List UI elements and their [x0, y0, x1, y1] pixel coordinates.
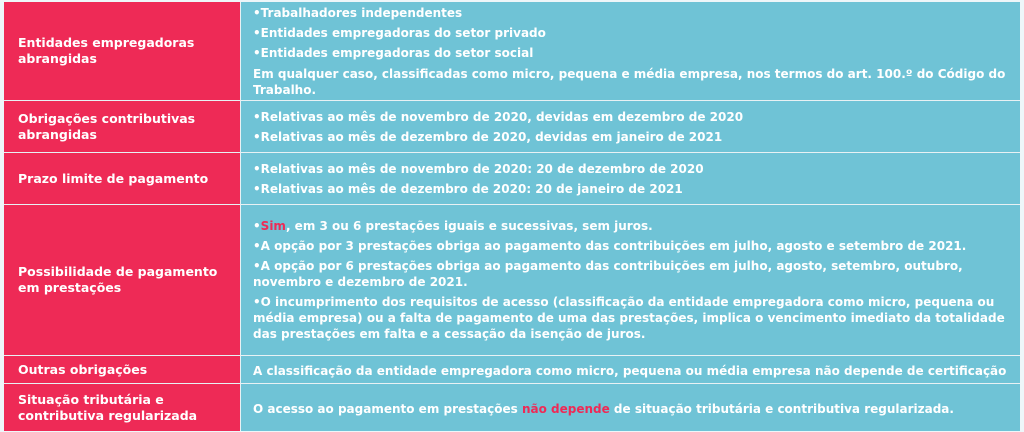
- row-text-before: O acesso ao pagamento em prestações: [253, 401, 522, 416]
- list-item: • A opção por 6 prestações obriga ao pagamento das contribuições em julho, agosto, setembro, outubro, novembro e dezembro de 2021.: [253, 258, 1010, 290]
- row-content-situacao: [241, 384, 1020, 431]
- list-item: • Entidades empregadoras do setor social: [253, 45, 1010, 61]
- row-label-text: Obrigações contributivas abrangidas: [18, 110, 196, 142]
- row-text-after: de situação tributária e contributiva regularizada.: [609, 401, 954, 416]
- row-content-obrigacoes: [241, 101, 1020, 152]
- row-text: A classificação da entidade empregadora como micro, pequena ou média empresa não depende de certificação: [253, 363, 1007, 378]
- list-item-text: , em 3 ou 6 prestações iguais e sucessivas, sem juros.: [285, 219, 653, 233]
- list-item: • Relativas ao mês de novembro de 2020: 20 de dezembro de 2020: [253, 161, 1010, 177]
- row-label-situacao: [4, 384, 240, 431]
- row-label-text-line1: Possibilidade de pagamento: [18, 264, 218, 279]
- row-label-obrigacoes: [4, 101, 240, 152]
- row-content-prestacoes: [241, 205, 1020, 355]
- row-label-entidades: [4, 2, 240, 100]
- highlight-sim: Sim: [260, 219, 286, 233]
- row-label-text-line2: em prestações: [18, 280, 122, 295]
- row-content-entidades: [241, 2, 1020, 100]
- row-label-prazo: [4, 153, 240, 204]
- row-label-outras: [4, 356, 240, 383]
- row-label-text: Situação tributária e contributiva regularizada: [18, 391, 198, 423]
- row-note: Em qualquer caso, classificadas como micro, pequena e média empresa, nos termos do art. 100.º do Código do Trabalho.: [253, 67, 1006, 97]
- row-label-prestacoes: [4, 205, 240, 355]
- row-content-outras: [241, 356, 1020, 383]
- list-item: • Entidades empregadoras do setor privado: [253, 25, 1010, 41]
- row-content-prazo: [241, 153, 1020, 204]
- row-label-text: Prazo limite de pagamento: [18, 170, 209, 186]
- highlight-nao-depende: não depende: [521, 401, 610, 416]
- list-item: • A opção por 3 prestações obriga ao pagamento das contribuições em julho, agosto e setembro de 2021.: [253, 238, 1010, 254]
- info-table: [4, 2, 1020, 430]
- list-item: • O incumprimento dos requisitos de acesso (classificação da entidade empregadora como micro, pequena ou média empresa) ou a falta de pagamento de uma das prestações, implica o vencimento imediato da totalidade das prestações em falta e a cessação da isenção de juros.: [253, 294, 1010, 342]
- row-text: [253, 401, 1010, 417]
- row-label-text: Outras obrigações: [18, 361, 148, 377]
- row-label-text: Entidades empregadoras abrangidas: [18, 35, 195, 66]
- list-item: • Trabalhadores independentes: [253, 5, 1010, 21]
- list-item: • Relativas ao mês de dezembro de 2020: 20 de janeiro de 2021: [253, 181, 1010, 197]
- list-item: • Relativas ao mês de novembro de 2020, devidas em dezembro de 2020: [253, 109, 1010, 125]
- list-item: • Relativas ao mês de dezembro de 2020, devidas em janeiro de 2021: [253, 129, 1010, 145]
- list-item: [253, 218, 1010, 234]
